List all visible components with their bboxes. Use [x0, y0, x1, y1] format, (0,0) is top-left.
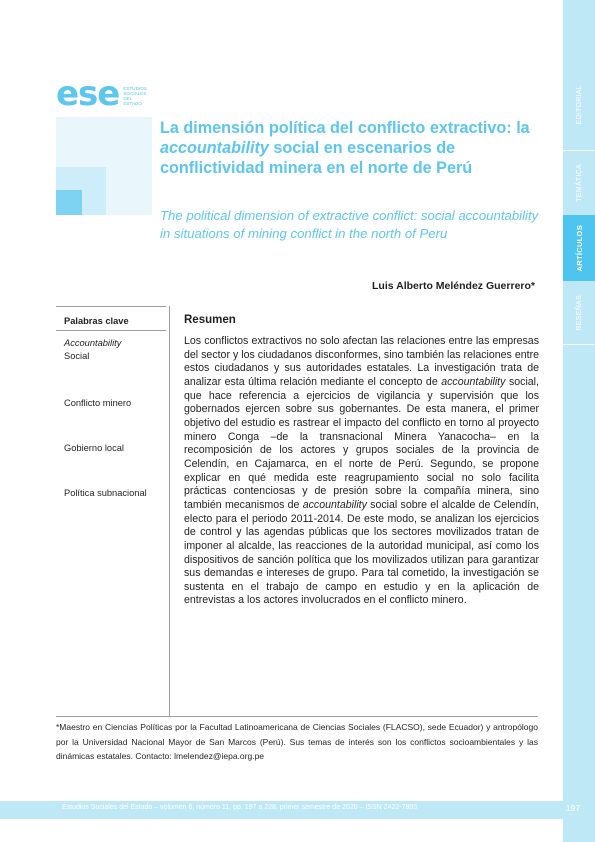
- journal-logo: [56, 74, 147, 114]
- logo-subtitle-line: DEL: [123, 96, 133, 101]
- tab-tematica[interactable]: [563, 151, 595, 214]
- abstract-text: Los conflictos extractivos no solo afectan las relaciones entre las empresas del sector y los ciudadanos disconformes, sino también las relaciones entre estos ciudadanos y sus autoridades estatales. La investigación trata de analizar esta última relación mediante el concepto de: [184, 335, 539, 388]
- column-divider: [169, 306, 170, 716]
- logo-word: ese: [56, 74, 120, 114]
- keyword-text: Social: [64, 351, 90, 361]
- tab-tematica-label: TEMÁTICA: [575, 163, 583, 202]
- keyword-item: Conflicto minero: [64, 398, 132, 408]
- title-es-part: social en escenarios de conflictividad minera en el norte de Perú: [160, 139, 473, 177]
- title-es-part: La dimensión política del conflicto extractivo: la: [160, 119, 530, 137]
- tab-resenas-label: RESEÑAS: [575, 295, 583, 331]
- tab-editorial[interactable]: [563, 60, 595, 150]
- keyword-item: [64, 337, 121, 363]
- keywords-heading: Palabras clave: [64, 316, 129, 326]
- tab-editorial-label: EDITORIAL: [575, 85, 583, 125]
- author-footnote: *Maestro en Ciencias Políticas por la Facultad Latinoamericana de Ciencias Sociales (FLACSO), sede Ecuador) y antropólogo por la Universidad Nacional Mayor de San Marcos (Perú). Sus temas de interés son los conflictos socioambientales y las dinámicas estatales. Contacto: lmelendez@iepa.org.pe: [56, 722, 538, 762]
- keyword-item: Política subnacional: [64, 488, 147, 498]
- abstract-italic: accountability: [302, 498, 367, 511]
- keywords-heading-rule: [56, 330, 166, 331]
- tab-resenas[interactable]: [563, 282, 595, 344]
- sidebar-divider: [563, 344, 595, 345]
- abstract-heading: Resumen: [184, 314, 236, 326]
- decor-square-small: [56, 190, 82, 215]
- article-title-en: The political dimension of extractive conflict: social accountability in situations of mining conflict in the north of Peru: [160, 208, 539, 241]
- author-name: Luis Alberto Meléndez Guerrero*: [372, 280, 535, 292]
- keyword-italic: Accountability: [64, 338, 122, 348]
- logo-subtitle: [123, 86, 146, 108]
- abstract-italic: accountability: [441, 375, 506, 388]
- logo-subtitle-line: SOCIALES: [123, 91, 147, 96]
- page-number: 197: [566, 803, 581, 813]
- article-title-es: [160, 118, 540, 178]
- tab-articulos[interactable]: [563, 215, 595, 281]
- footnote-rule: [56, 716, 538, 717]
- abstract-body: [184, 335, 539, 608]
- logo-subtitle-line: ESTADO: [123, 101, 142, 106]
- keyword-item: Gobierno local: [64, 443, 124, 453]
- abstract-text: social sobre el alcalde de Celendín, electo para el periodo 2011-2014. De este modo, se analizan los ejercicios de control y las agendas públicas que los sectores movilizados tratan de imponer al alcalde, las reacciones de la autoridad municipal, así como los dispositivos de sanción política que los movilizados utilizan para garantizar sus demandas e intereses de grupo. Para tal cometido, la investigación se sustenta en el trabajo de campo en estudio y en la aplicación de entrevistas a los actores involucrados en el conflicto minero.: [184, 498, 540, 607]
- tab-articulos-label: ARTÍCULOS: [574, 224, 584, 272]
- logo-subtitle-line: ESTUDIOS: [123, 86, 147, 91]
- keywords-top-rule: [56, 306, 166, 307]
- journal-citation: Estudios Sociales del Estado – volumen 6, número 11, pp. 197 a 228, primer semestre de 2020 – ISSN 2422-7803: [62, 804, 418, 811]
- abstract-text: social, que hace referencia a ejercicios de vigilancia y supervisión que los gobernados ejercen sobre sus gobernantes. De esta manera, el primer objetivo del estudio es rastrear el impacto del conflicto en torno al proyecto minero Conga –de la transnacional Minera Yanacocha– en la recomposición de los actores y grupos sociales de la provincia de Celendín, en Cajamarca, en el norte de Perú. Segundo, se propone explicar en qué medida este reagrupamiento social no solo facilita prácticas contenciosas y de presión sobre la compañía minera, sino también mecanismos de: [184, 375, 539, 511]
- title-es-italic: accountability: [160, 139, 269, 157]
